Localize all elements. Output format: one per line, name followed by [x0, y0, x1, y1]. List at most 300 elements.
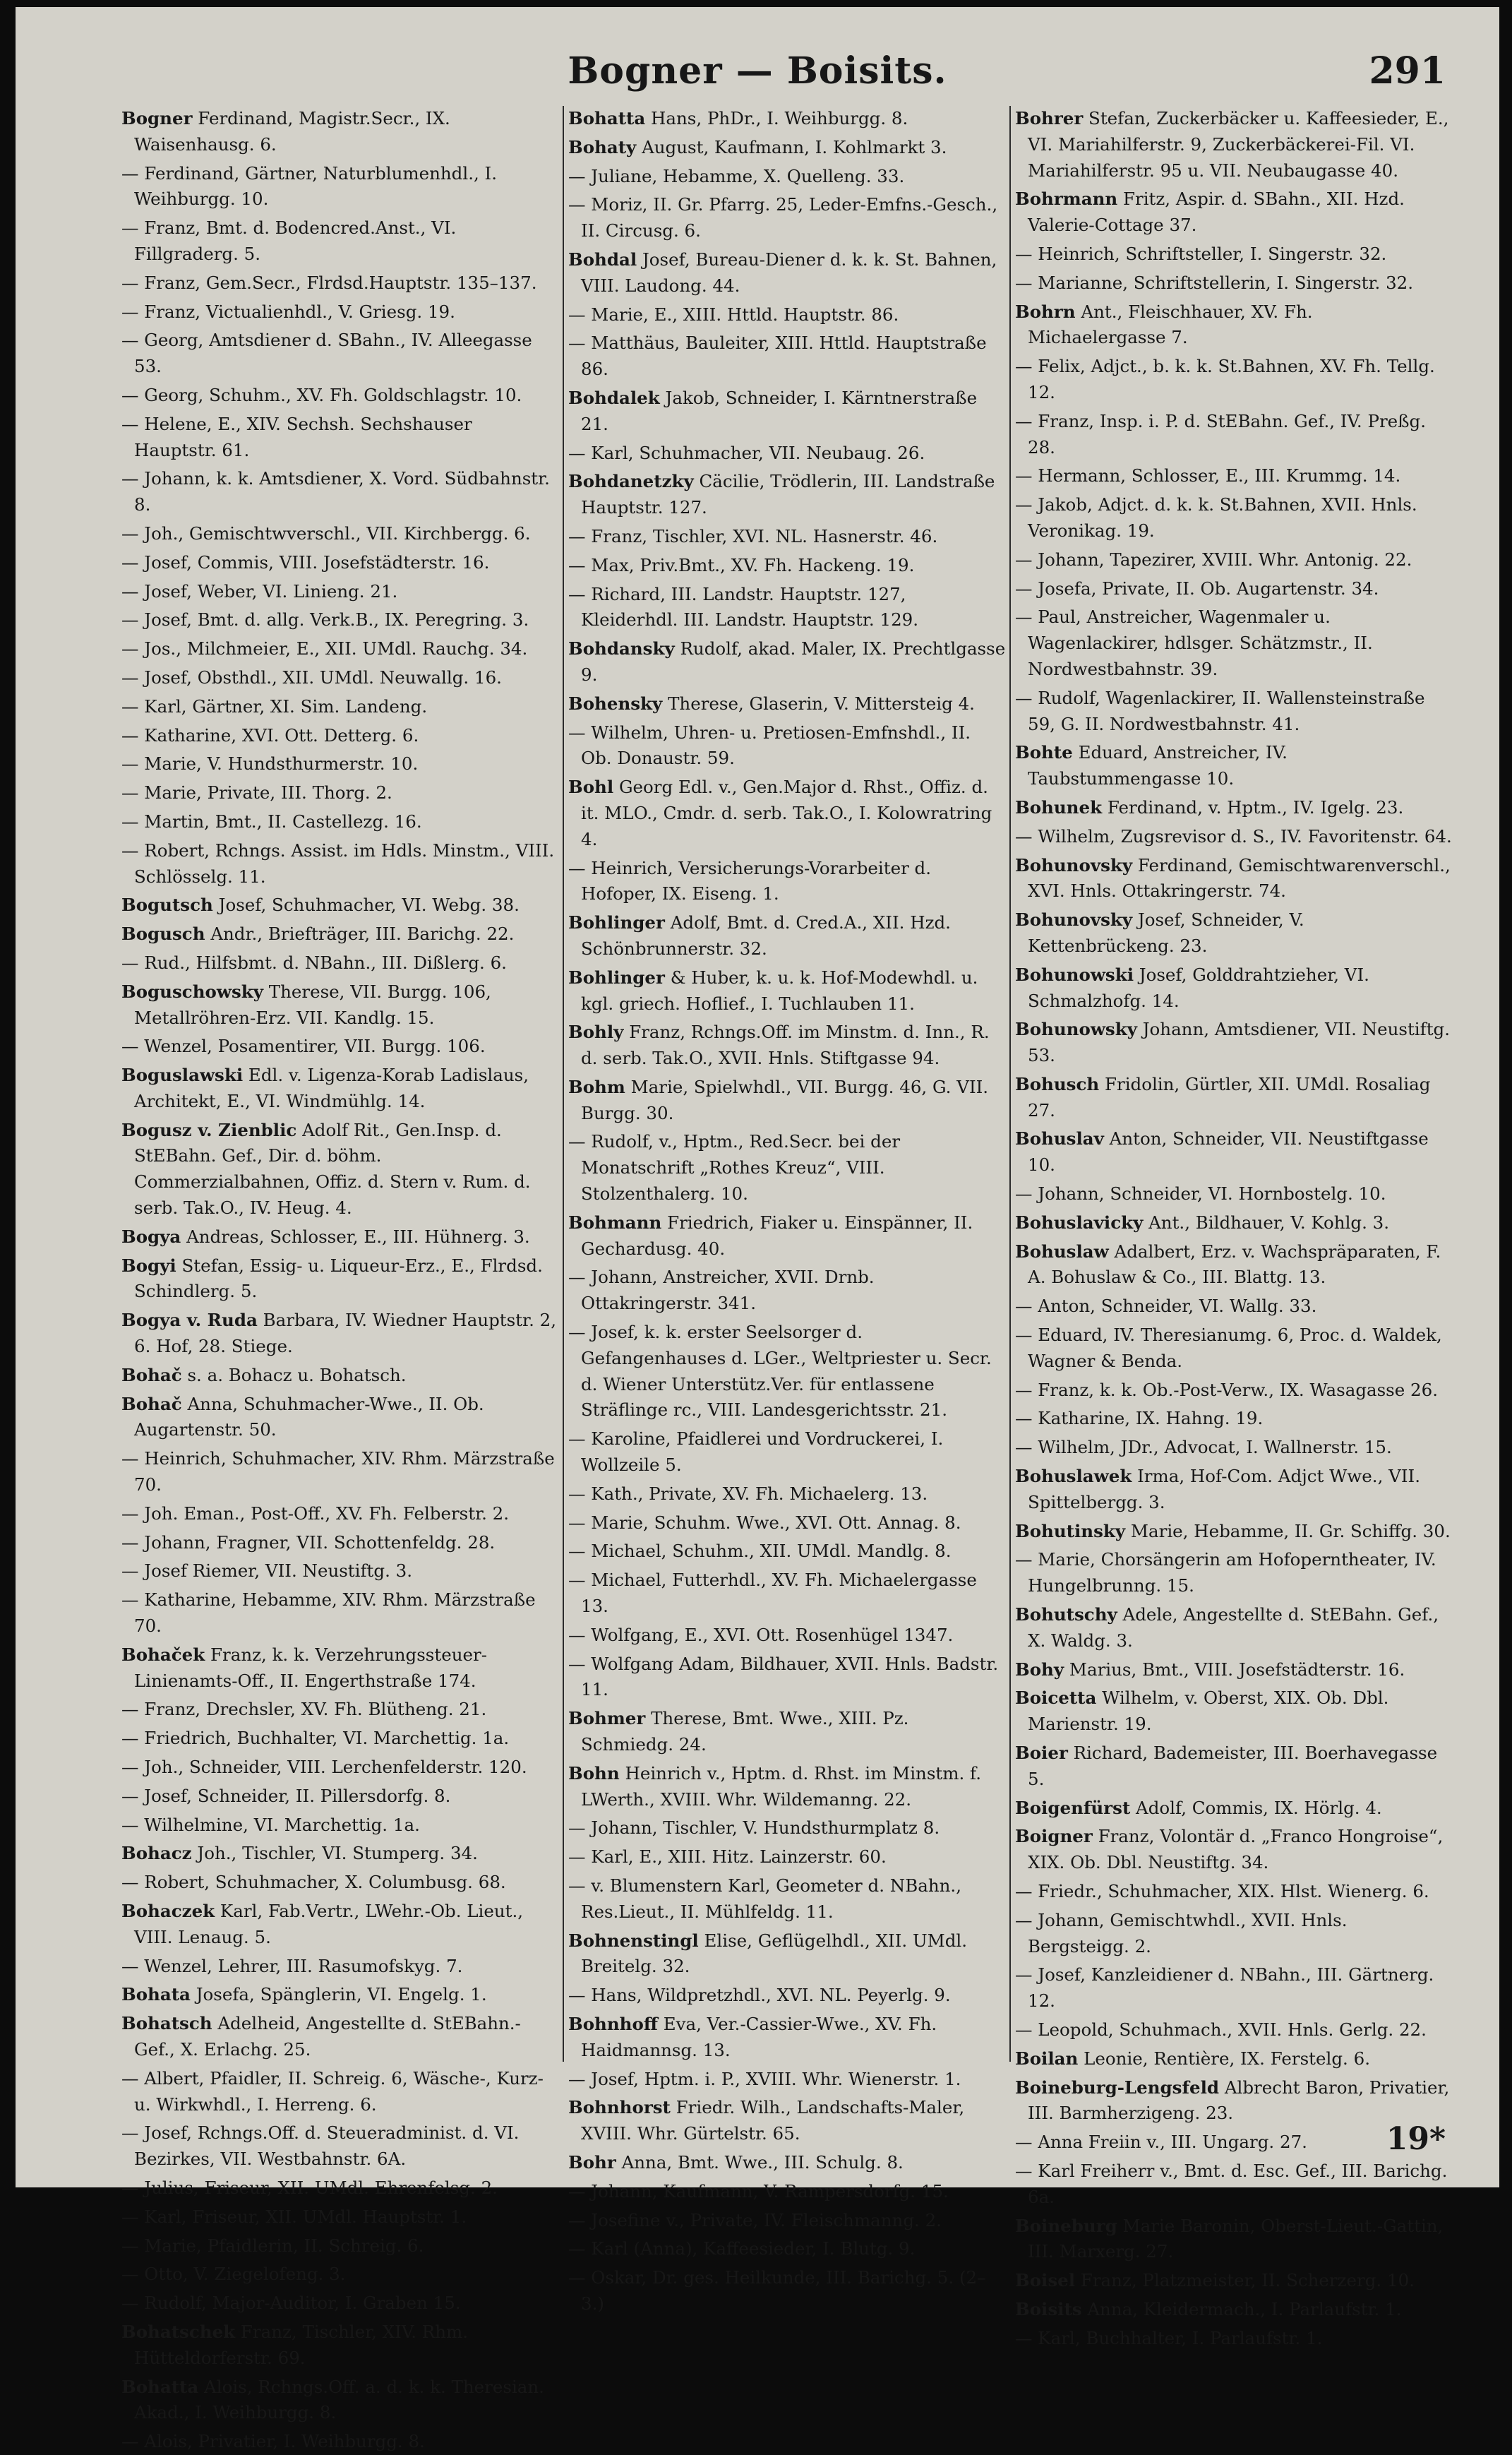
entry-surname: Bohm — [568, 1076, 625, 1097]
directory-entry — [568, 441, 1006, 467]
column-2 — [568, 106, 1006, 2314]
directory-entry — [1015, 241, 1453, 268]
directory-entry — [568, 1761, 1006, 1813]
directory-entry — [568, 2179, 1006, 2205]
directory-entry — [568, 1651, 1006, 1704]
entry-text: — Hans, Wildpretzhdl., XVI. NL. Peyerlg. 9. — [568, 1985, 951, 2006]
entry-text: — Georg, Amtsdiener d. SBahn., IV. Alleegasse 53. — [121, 330, 532, 377]
entry-text: — Josef, Weber, VI. Linieng. 21. — [121, 580, 398, 602]
directory-entry — [121, 1118, 559, 1221]
directory-entry — [568, 582, 1006, 634]
entry-text: Cäcilie, Trödlerin, III. Landstraße Hauptstr. 127. — [581, 471, 995, 518]
entry-text: — Karl (Anna), Kaffeesieder, I. Blutg. 9. — [568, 2238, 916, 2259]
entry-surname: Bogutsch — [121, 895, 213, 916]
entry-text: — Moriz, II. Gr. Pfarrg. 25, Leder-Emfns.-Gesch., II. Circusg. 6. — [568, 194, 998, 241]
directory-entry — [121, 838, 559, 890]
directory-entry — [568, 1623, 1006, 1649]
entry-text: — Heinrich, Schuhmacher, XIV. Rhm. Märzstraße 70. — [121, 1448, 555, 1495]
entry-text: Albrecht Baron, Privatier, III. Barmherzigeng. 23. — [1028, 2077, 1450, 2124]
directory-entry — [568, 1320, 1006, 1423]
directory-entry — [568, 636, 1006, 688]
directory-entry — [121, 636, 559, 662]
entry-surname: Bogner — [121, 108, 193, 129]
entry-surname: Bohunowski — [1015, 964, 1134, 985]
directory-entry — [1015, 1657, 1453, 1683]
directory-entry — [1015, 1824, 1453, 1876]
entry-surname: Bohaček — [121, 1644, 205, 1665]
directory-entry — [1015, 576, 1453, 602]
entry-text: — Johann, Tischler, V. Hundsthurmplatz 8. — [568, 1817, 940, 1839]
directory-entry — [121, 1224, 559, 1250]
entry-surname: Bohaczek — [121, 1901, 215, 1921]
entry-text: Edl. v. Ligenza-Korab Ladislaus, Architekt, E., VI. Windmühlg. 14. — [134, 1065, 529, 1111]
directory-entry — [121, 328, 559, 380]
entry-text: — Franz, k. k. Ob.-Post-Verw., IX. Wasagasse 26. — [1015, 1379, 1439, 1400]
entry-text: — Johann, Schneider, VI. Hornbostelg. 10. — [1015, 1183, 1386, 1205]
entry-text: Ant., Fleischhauer, XV. Fh. Michaelergasse 7. — [1028, 301, 1313, 348]
directory-entry — [568, 1983, 1006, 2009]
entry-surname: Bohmer — [568, 1708, 646, 1729]
entry-text: — Josef, Schneider, II. Pillersdorfg. 8. — [121, 1785, 451, 1806]
entry-text: — Albert, Pfaidler, II. Schreig. 6, Wäsche-, Kurz- u. Wirkwhdl., I. Herreng. 6. — [121, 2067, 544, 2115]
entry-text: — Josefine v., Private, IV. Fleischmanng. 2. — [568, 2209, 942, 2230]
entry-text: — Josef, Rchngs.Off. d. Steueradminist. d. VI. Bezirkes, VII. Westbahnstr. 6A. — [121, 2122, 520, 2170]
directory-entry — [121, 1784, 559, 1810]
directory-entry — [1015, 2214, 1453, 2266]
entry-text: — Marie, E., XIII. Httld. Hauptstr. 86. — [568, 304, 899, 325]
directory-entry — [1015, 1239, 1453, 1291]
directory-entry — [121, 1642, 559, 1695]
entry-text: — Katharine, XVI. Ott. Detterg. 6. — [121, 724, 419, 746]
entry-surname: Boilan — [1015, 2048, 1079, 2069]
directory-entry — [568, 1815, 1006, 1841]
entry-text: — Michael, Futterhdl., XV. Fh. Michaelergasse 13. — [568, 1570, 977, 1617]
column-divider — [1009, 106, 1011, 2062]
entry-text: — Max, Priv.Bmt., XV. Fh. Hackeng. 19. — [568, 554, 915, 575]
entry-text: — Jos., Milchmeier, E., XII. UMdl. Rauchg. 34. — [121, 638, 528, 659]
entry-surname: Bohunek — [1015, 796, 1103, 818]
directory-entry — [1015, 1547, 1453, 1599]
entry-surname: Boineburg-Lengsfeld — [1015, 2077, 1220, 2098]
entry-text: Elise, Geflügelhdl., XII. UMdl. Breitelg. 32. — [581, 1930, 968, 1977]
directory-entry — [1015, 1908, 1453, 1960]
directory-entry — [568, 1873, 1006, 1925]
directory-entry — [568, 247, 1006, 299]
entry-text: — v. Blumenstern Karl, Geometer d. NBahn., Res.Lieut., II. Mühlfeldg. 11. — [568, 1875, 961, 1922]
directory-entry — [568, 1706, 1006, 1758]
entry-text: Barbara, IV. Wiedner Hauptstr. 2, 6. Hof, 28. Stiege. — [134, 1310, 557, 1357]
entry-text: Friedrich, Fiaker u. Einspänner, II. Gechardusg. 40. — [581, 1212, 973, 1259]
entry-text: Richard, Bademeister, III. Boerhavegasse 5. — [1028, 1743, 1438, 1789]
entry-text: — Kath., Private, XV. Fh. Michaelerg. 13. — [568, 1483, 928, 1504]
entry-text: Leonie, Rentière, IX. Ferstelg. 6. — [1078, 2048, 1371, 2069]
directory-entry — [568, 135, 1006, 161]
entry-text: Anna, Kleidermach., I. Parlaufstr. 1. — [1081, 2298, 1402, 2319]
directory-entry — [121, 161, 559, 213]
page-number: 291 — [1369, 49, 1446, 92]
entry-text: — Matthäus, Bauleiter, XIII. Httld. Hauptstraße 86. — [568, 333, 987, 380]
directory-entry — [568, 2095, 1006, 2147]
entry-text: — Anton, Schneider, VI. Wallg. 33. — [1015, 1296, 1317, 1317]
entry-text: — Wilhelm, Uhren- u. Pretiosen-Emfnshdl., II. Ob. Donaustr. 59. — [568, 722, 971, 769]
entry-text: — Karl Freiherr v., Bmt. d. Esc. Gef., III. Barichg. 6a. — [1015, 2160, 1448, 2207]
directory-entry — [121, 2429, 559, 2455]
directory-entry — [121, 1558, 559, 1584]
directory-entry — [121, 2290, 559, 2317]
entry-text: — Karl, E., XIII. Hitz. Lainzerstr. 60. — [568, 1846, 887, 1868]
entry-surname: Bohaty — [568, 136, 637, 157]
entry-surname: Bohrmann — [1015, 189, 1118, 210]
directory-entry — [1015, 2297, 1453, 2323]
directory-entry — [1015, 270, 1453, 297]
entry-text: Adolf, Bmt. d. Cred.A., XII. Hzd. Schönbrunnerstr. 32. — [581, 912, 951, 959]
entry-text: Josef, Golddrahtzieher, VI. Schmalzhofg. 14. — [1028, 964, 1369, 1011]
directory-entry — [121, 1363, 559, 1389]
entry-surname: Bohnenstingl — [568, 1930, 699, 1951]
directory-entry — [121, 270, 559, 297]
directory-entry — [568, 164, 1006, 190]
entry-surname: Bohuslaw — [1015, 1241, 1109, 1262]
entry-surname: Bohdalek — [568, 387, 660, 408]
entry-text: — Juliane, Hebamme, X. Quelleng. 33. — [568, 165, 905, 186]
directory-entry — [1015, 1378, 1453, 1404]
directory-entry — [121, 2066, 559, 2118]
directory-entry — [1015, 853, 1453, 905]
directory-entry — [121, 521, 559, 547]
entry-text: — Jakob, Adjct. d. k. k. St.Bahnen, XVII. Hnls. Veronikag. 19. — [1015, 494, 1417, 541]
entry-text: — Franz, Bmt. d. Bodencred.Anst., VI. Fillgraderg. 5. — [121, 217, 457, 264]
directory-entry — [121, 607, 559, 633]
entry-surname: Bohunowsky — [1015, 1019, 1137, 1040]
directory-entry — [568, 720, 1006, 772]
entry-text: — Marie, Pfaidlerin, II. Schreig. 6. — [121, 2235, 424, 2256]
directory-entry — [121, 2175, 559, 2202]
directory-entry — [121, 1982, 559, 2008]
entry-text: Irma, Hof-Com. Adjct Wwe., VII. Spittelbergg. 3. — [1028, 1466, 1420, 1512]
entry-text: — Marie, Chorsängerin am Hofoperntheater, IV. Hungelbrunng. 15. — [1015, 1549, 1436, 1596]
column-divider — [563, 106, 564, 2062]
entry-text: Marie, Spielwhdl., VII. Burgg. 46, G. VII. Burgg. 30. — [581, 1076, 989, 1123]
entry-surname: Bohatta — [568, 108, 646, 129]
directory-entry — [121, 579, 559, 605]
entry-surname: Bohte — [1015, 742, 1073, 763]
entry-text: Adolf Rit., Gen.Insp. d. StEBahn. Gef., Dir. d. böhm. Commerzialbahnen, Offiz. d. Stern v. Rum. d. serb. Tak.O., IV. Heug. 4. — [134, 1119, 531, 1219]
directory-entry — [568, 2067, 1006, 2093]
entry-text: — Franz, Gem.Secr., Flrdsd.Hauptstr. 135–137. — [121, 272, 537, 293]
entry-surname: Bohy — [1015, 1659, 1064, 1680]
entry-text: — Wilhelm, JDr., Advocat, I. Wallnerstr. 15. — [1015, 1437, 1392, 1458]
entry-text: — Johann, Anstreicher, XVII. Drnb. Ottakringerstr. 341. — [568, 1267, 875, 1314]
entry-text: — Oskar, Dr. ges. Heilkunde, III. Barichg. 5. (2–3.) — [568, 2267, 986, 2314]
entry-text: Fridolin, Gürtler, XII. UMdl. Rosaliag 27. — [1028, 1073, 1431, 1121]
entry-text: — Alois, Privatier, I. Weihburgg. 8. — [121, 2431, 425, 2452]
directory-entry — [1015, 1464, 1453, 1516]
page-title: Bogner — Boisits. — [568, 49, 947, 92]
entry-text: — Josef, Bmt. d. allg. Verk.B., IX. Peregring. 3. — [121, 609, 529, 631]
directory-entry — [1015, 492, 1453, 544]
entry-text: — Josef, k. k. erster Seelsorger d. Gefangenhauses d. LGer., Weltpriester u. Secr. d. Wiener Unterstütz.Ver. für entlassene Sträflinge rc., VIII. Landesgerichtsstr. 21. — [568, 1322, 992, 1421]
entry-surname: Bohač — [121, 1364, 182, 1385]
entry-text: — Karl, Buchhalter, I. Parlaufstr. 1. — [1015, 2327, 1323, 2348]
directory-entry — [1015, 1210, 1453, 1236]
entry-text: — Wolfgang Adam, Bildhauer, XVII. Hnls. Badstr. 11. — [568, 1653, 999, 1700]
entry-text: — Karl, Gärtner, XI. Sim. Landeng. — [121, 695, 428, 717]
entry-text: Josef, Bureau-Diener d. k. k. St. Bahnen, VIII. Laudong. 44. — [581, 249, 997, 296]
entry-text: — Wolfgang, E., XVI. Ott. Rosenhügel 1347. — [568, 1624, 954, 1645]
directory-entry — [568, 1265, 1006, 1317]
entry-text: Franz, Tischler, XIV. Rhm. Hütteldorferstr. 69. — [134, 2321, 469, 2368]
entry-text: Andreas, Schlosser, E., III. Hühnerg. 3. — [181, 1226, 530, 1247]
entry-surname: Bohatsch — [121, 2013, 212, 2034]
entry-text: Ferdinand, Gemischtwarenverschl., XVI. Hnls. Ottakringerstr. 74. — [1028, 854, 1451, 902]
directory-entry — [568, 775, 1006, 852]
entry-text: Rudolf, akad. Maler, IX. Prechtlgasse 9. — [581, 638, 1006, 685]
directory-entry — [1015, 1740, 1453, 1793]
directory-entry — [121, 1063, 559, 1115]
entry-surname: Bohrer — [1015, 108, 1084, 129]
entry-text: s. a. Bohacz u. Bohatsch. — [181, 1364, 407, 1385]
entry-text: — Hermann, Schlosser, E., III. Krummg. 14. — [1015, 465, 1401, 486]
entry-text: Therese, Bmt. Wwe., XIII. Pz. Schmiedg. 24. — [581, 1708, 909, 1755]
entry-text: — Josef, Kanzleidiener d. NBahn., III. Gärtnerg. 12. — [1015, 1964, 1434, 2012]
entry-text: — Paul, Anstreicher, Wagenmaler u. Wagenlackirer, hdlsger. Schätzmstr., II. Nordwestbahnstr. 39. — [1015, 607, 1373, 679]
entry-surname: Bohnhorst — [568, 2097, 671, 2118]
entry-surname: Bohač — [121, 1393, 182, 1414]
directory-entry — [1015, 1322, 1453, 1375]
entry-text: — Johann, Gemischtwhdl., XVII. Hnls. Bergsteigg. 2. — [1015, 1909, 1348, 1957]
directory-entry — [568, 524, 1006, 550]
directory-entry — [568, 302, 1006, 328]
directory-entry — [568, 1510, 1006, 1536]
column-1 — [121, 106, 559, 2452]
directory-entry — [121, 2233, 559, 2259]
directory-entry — [121, 1726, 559, 1752]
directory-entry — [121, 412, 559, 464]
directory-entry — [1015, 1181, 1453, 1207]
entry-text: — Friedr., Schuhmacher, XIX. Hlst. Wienerg. 6. — [1015, 1881, 1429, 1901]
directory-entry — [1015, 1519, 1453, 1545]
entry-text: Anton, Schneider, VII. Neustiftgasse 10. — [1028, 1128, 1429, 1176]
directory-entry — [121, 1253, 559, 1306]
entry-text: August, Kaufmann, I. Kohlmarkt 3. — [636, 136, 947, 157]
entry-surname: Bohensky — [568, 693, 663, 714]
entry-surname: Bohata — [121, 1984, 191, 2005]
directory-entry — [121, 1870, 559, 1896]
directory-entry — [568, 553, 1006, 579]
entry-text: Franz, Volontär d. „Franco Hongroise“, XIX. Ob. Dbl. Neustiftg. 34. — [1028, 1826, 1444, 1873]
directory-entry — [1015, 1406, 1453, 1432]
directory-entry — [1015, 2075, 1453, 2127]
entry-text: — Josef, Commis, VIII. Josefstädterstr. 16. — [121, 551, 490, 573]
directory-entry — [121, 1954, 559, 1980]
entry-text: Ferdinand, v. Hptm., IV. Igelg. 23. — [1102, 796, 1404, 818]
entry-surname: Bohrn — [1015, 301, 1076, 322]
directory-columns — [121, 106, 1461, 2452]
entry-text: — Johann, Tapezirer, XVIII. Whr. Antonig. 22. — [1015, 549, 1412, 570]
directory-entry — [568, 106, 1006, 132]
directory-entry — [121, 1308, 559, 1360]
directory-entry — [121, 1755, 559, 1781]
directory-entry — [121, 1392, 559, 1444]
directory-entry — [121, 106, 559, 158]
entry-surname: Boicetta — [1015, 1688, 1097, 1709]
entry-text: — Johann, k. k. Amtsdiener, X. Vord. Südbahnstr. 8. — [121, 468, 550, 515]
entry-text: — Anna Freiin v., III. Ungarg. 27. — [1015, 2132, 1307, 2153]
directory-entry — [121, 979, 559, 1032]
entry-surname: Boineburg — [1015, 2215, 1117, 2236]
entry-surname: Bohmann — [568, 1212, 662, 1233]
entry-text: Karl, Fab.Vertr., LWehr.-Ob. Lieut., VIII. Lenaug. 5. — [134, 1901, 524, 1947]
entry-text: Therese, VII. Burgg. 106, Metallröhren-Erz. VII. Kandlg. 15. — [134, 981, 491, 1028]
directory-entry — [1015, 604, 1453, 682]
entry-text: Stefan, Zuckerbäcker u. Kaffeesieder, E., VI. Mariahilferstr. 9, Zuckerbäckerei-Fil. VI. Mariahilferstr. 95 u. VII. Neubaugasse 40. — [1028, 108, 1449, 181]
entry-text: — Martin, Bmt., II. Castellezg. 16. — [121, 811, 422, 832]
directory-entry — [568, 2236, 1006, 2262]
entry-surname: Bohdal — [568, 249, 637, 270]
entry-surname: Bohusch — [1015, 1073, 1100, 1094]
entry-text: Adalbert, Erz. v. Wachspräparaten, F. A. Bohuslaw & Co., III. Blattg. 13. — [1028, 1241, 1441, 1288]
entry-surname: Bohdansky — [568, 638, 675, 659]
entry-text: Adolf, Commis, IX. Hörlg. 4. — [1130, 1797, 1382, 1818]
directory-entry — [1015, 907, 1453, 960]
entry-surname: Boisits — [1015, 2298, 1082, 2319]
directory-entry — [121, 1587, 559, 1639]
entry-surname: Bohr — [568, 2151, 616, 2173]
directory-entry — [568, 2012, 1006, 2064]
directory-entry — [121, 2204, 559, 2230]
entry-surname: Bohuslavicky — [1015, 1212, 1144, 1233]
entry-text: — Marie, V. Hundsthurmerstr. 10. — [121, 753, 419, 775]
directory-entry — [121, 2375, 559, 2427]
directory-entry — [121, 550, 559, 576]
directory-entry — [568, 1928, 1006, 1981]
directory-entry — [568, 1426, 1006, 1479]
directory-entry — [1015, 1017, 1453, 1069]
entry-text: Eduard, Anstreicher, IV. Taubstummengasse 10. — [1028, 742, 1288, 789]
directory-entry — [121, 892, 559, 919]
entry-text: — Josefa, Private, II. Ob. Augartenstr. 34. — [1015, 578, 1379, 599]
directory-entry — [1015, 299, 1453, 352]
entry-text: — Marie, Schuhm. Wwe., XVI. Ott. Annag. 8. — [568, 1512, 961, 1533]
entry-text: — Julius, Friseur, XII. UMdl. Ehrenfelsg. 2. — [121, 2177, 498, 2198]
directory-entry — [1015, 795, 1453, 821]
entry-text: Franz, Rchngs.Off. im Minstm. d. Inn., R. d. serb. Tak.O., XVII. Hnls. Stiftgasse 94. — [581, 1022, 990, 1069]
entry-text: — Josef Riemer, VII. Neustiftg. 3. — [121, 1560, 413, 1582]
directory-entry — [121, 809, 559, 835]
entry-text: — Franz, Victualienhdl., V. Griesg. 19. — [121, 301, 455, 322]
entry-text: — Joh., Schneider, VIII. Lerchenfelderstr. 120. — [121, 1757, 527, 1778]
entry-text: — Johann, Kaufmann, V. Rampersdorfg. 15. — [568, 2180, 949, 2202]
entry-text: — Rudolf, v., Hptm., Red.Secr. bei der Monatschrift „Rothes Kreuz“, VIII. Stolzenthalerg. 10. — [568, 1131, 901, 1205]
directory-entry — [1015, 2158, 1453, 2211]
sheet-signature: 19* — [1386, 2121, 1446, 2157]
entry-text: Adelheid, Angestellte d. StEBahn.-Gef., X. Erlachg. 25. — [134, 2013, 521, 2060]
directory-entry — [121, 694, 559, 720]
entry-text: — Robert, Schuhmacher, X. Columbusg. 68. — [121, 1872, 506, 1893]
directory-entry — [1015, 186, 1453, 239]
entry-surname: Bogusz v. Zienblic — [121, 1119, 297, 1140]
directory-entry — [1015, 354, 1453, 406]
directory-entry — [1015, 2268, 1453, 2294]
directory-entry — [121, 2262, 559, 2288]
entry-surname: Bohnhoff — [568, 2013, 658, 2034]
directory-entry — [1015, 2326, 1453, 2352]
entry-text: — Georg, Schuhm., XV. Fh. Goldschlagstr. 10. — [121, 384, 522, 405]
entry-text: Ant., Bildhauer, V. Kohlg. 3. — [1143, 1212, 1390, 1233]
entry-text: — Robert, Rchngs. Assist. im Hdls. Minstm., VIII. Schlösselg. 11. — [121, 840, 555, 887]
entry-surname: Bohlinger — [568, 967, 665, 988]
directory-entry — [121, 1034, 559, 1060]
entry-text: — Michael, Schuhm., XII. UMdl. Mandlg. 8. — [568, 1541, 952, 1562]
entry-text: — Leopold, Schuhmach., XVII. Hnls. Gerlg. 22. — [1015, 2019, 1427, 2040]
entry-text: Hans, PhDr., I. Weihburgg. 8. — [645, 108, 908, 129]
directory-entry — [568, 192, 1006, 244]
directory-entry — [121, 751, 559, 777]
entry-text: — Rudolf, Wagenlackirer, II. Wallensteinstraße 59, G. II. Nordwestbahnstr. 41. — [1015, 687, 1425, 734]
directory-entry — [1015, 1796, 1453, 1822]
directory-entry — [121, 1697, 559, 1723]
entry-text: — Franz, Insp. i. P. d. StEBahn. Gef., IV. Preßg. 28. — [1015, 410, 1427, 458]
directory-entry — [121, 723, 559, 749]
entry-text: Jakob, Schneider, I. Kärntnerstraße 21. — [581, 387, 978, 434]
entry-text: — Friedrich, Buchhalter, VI. Marchettig. 1a. — [121, 1728, 510, 1749]
entry-text: Eva, Ver.-Cassier-Wwe., XV. Fh. Haidmannsg. 13. — [581, 2013, 937, 2060]
entry-surname: Bohlinger — [568, 912, 665, 933]
directory-entry — [1015, 2017, 1453, 2043]
directory-entry — [568, 386, 1006, 438]
entry-surname: Bohl — [568, 777, 614, 798]
directory-entry — [1015, 686, 1453, 738]
directory-entry — [568, 691, 1006, 717]
entry-surname: Boier — [1015, 1743, 1068, 1764]
directory-entry — [1015, 740, 1453, 792]
entry-text: — Felix, Adjct., b. k. k. St.Bahnen, XV. Fh. Tellg. 12. — [1015, 356, 1435, 402]
page-header — [16, 42, 1499, 106]
entry-text: — Wenzel, Lehrer, III. Rasumofskyg. 7. — [121, 1955, 463, 1976]
column-3 — [1015, 106, 1453, 2348]
directory-entry — [1015, 1879, 1453, 1905]
entry-text: Johann, Amtsdiener, VII. Neustiftg. 53. — [1028, 1019, 1451, 1066]
entry-text: — Otto, V. Ziegelofeng. 3. — [121, 2264, 346, 2285]
directory-entry — [1015, 463, 1453, 489]
entry-surname: Bohacz — [121, 1843, 192, 1864]
entry-text: Ferdinand, Magistr.Secr., IX. Waisenhausg. 6. — [134, 108, 450, 155]
entry-surname: Bohdanetzky — [568, 471, 694, 492]
directory-entry — [1015, 409, 1453, 461]
entry-text: Alois, Rchngs.Off. a. d. k. k. Theresian. Akad., I. Weihburgg. 8. — [134, 2376, 544, 2423]
directory-entry — [1015, 962, 1453, 1015]
entry-text: Fritz, Aspir. d. SBahn., XII. Hzd. Valerie-Cottage 37. — [1028, 189, 1405, 236]
entry-text: — Johann, Fragner, VII. Schottenfeldg. 28. — [121, 1531, 496, 1553]
directory-entry — [121, 215, 559, 268]
entry-surname: Bohuslav — [1015, 1128, 1104, 1149]
directory-entry — [121, 950, 559, 976]
entry-surname: Bohatta — [121, 2376, 199, 2397]
entry-surname: Boigner — [1015, 1826, 1093, 1847]
directory-page — [16, 7, 1499, 2452]
directory-entry — [121, 1501, 559, 1527]
directory-entry — [568, 2208, 1006, 2234]
entry-text: Franz, Platzmeister, II. Scherzerg. 10. — [1075, 2270, 1415, 2291]
entry-text: — Helene, E., XIV. Sechsh. Sechshauser Hauptstr. 61. — [121, 413, 472, 460]
entry-text: — Heinrich, Schriftsteller, I. Singerstr. 32. — [1015, 243, 1387, 264]
entry-text: — Franz, Tischler, XVI. NL. Hasnerstr. 46. — [568, 525, 938, 546]
directory-entry — [568, 1539, 1006, 1565]
directory-entry — [121, 466, 559, 518]
directory-entry — [121, 2120, 559, 2173]
entry-text: — Karl, Friseur, XII. UMdl. Hauptstr. 1. — [121, 2206, 467, 2227]
directory-entry — [568, 2265, 1006, 2317]
